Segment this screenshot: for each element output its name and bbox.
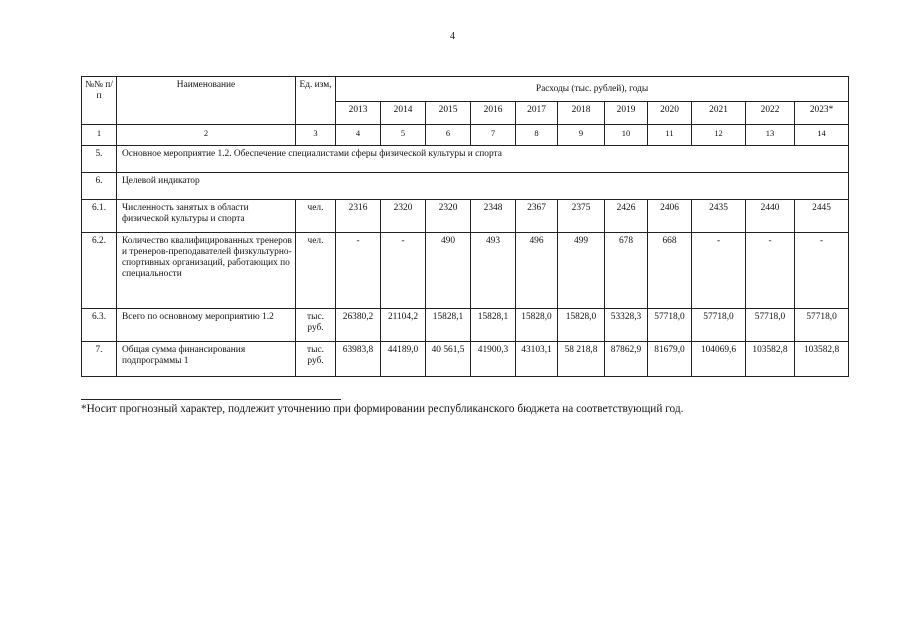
value-cell: 87862,9: [605, 342, 648, 377]
row-number: 6.: [82, 173, 117, 200]
header-expenses: Расходы (тыс. рублей), годы: [336, 77, 849, 102]
col-number: 7: [471, 125, 516, 146]
row-name: Количество квалифицированных тренеров и тренеров-преподавателей физкультурно-спортивных организаций, работающих по специальности: [117, 233, 296, 309]
year-cell: 2013: [336, 102, 381, 125]
row-unit: чел.: [296, 200, 336, 233]
col-number: 5: [381, 125, 426, 146]
header-name: Наименование: [117, 77, 296, 125]
footnote-divider: [81, 399, 341, 400]
page-number: 4: [450, 31, 455, 42]
header-num: №№ п/п: [82, 77, 117, 125]
col-number: 14: [795, 125, 849, 146]
table-row: [82, 200, 849, 233]
value-cell: 2406: [648, 200, 692, 233]
value-cell: 678: [605, 233, 648, 309]
value-cell: 40 561,5: [426, 342, 471, 377]
row-unit: тыс. руб.: [296, 342, 336, 377]
value-cell: 668: [648, 233, 692, 309]
value-cell: -: [692, 233, 746, 309]
value-cell: 499: [558, 233, 605, 309]
budget-table: [81, 76, 849, 377]
row-unit: тыс. руб.: [296, 309, 336, 342]
col-number: 10: [605, 125, 648, 146]
value-cell: 103582,8: [746, 342, 795, 377]
row-name: Общая сумма финансирования подпрограммы 1: [117, 342, 296, 377]
col-number: 8: [516, 125, 558, 146]
value-cell: 15828,0: [516, 309, 558, 342]
row-number: 6.2.: [82, 233, 117, 309]
table-row: [82, 173, 849, 200]
section-title: Основное мероприятие 1.2. Обеспечение специалистами сферы физической культуры и спорта: [117, 146, 849, 173]
value-cell: 104069,6: [692, 342, 746, 377]
value-cell: 2435: [692, 200, 746, 233]
value-cell: 2375: [558, 200, 605, 233]
value-cell: 2316: [336, 200, 381, 233]
value-cell: 2440: [746, 200, 795, 233]
value-cell: 26380,2: [336, 309, 381, 342]
value-cell: 15828,0: [558, 309, 605, 342]
col-number: 13: [746, 125, 795, 146]
table-row: [82, 233, 849, 309]
value-cell: 15828,1: [471, 309, 516, 342]
year-cell: 2020: [648, 102, 692, 125]
row-name: Всего по основному мероприятию 1.2: [117, 309, 296, 342]
value-cell: 41900,3: [471, 342, 516, 377]
value-cell: 493: [471, 233, 516, 309]
column-numbers-row: [82, 125, 849, 146]
table-row: [82, 146, 849, 173]
value-cell: 81679,0: [648, 342, 692, 377]
value-cell: 2426: [605, 200, 648, 233]
year-cell: 2019: [605, 102, 648, 125]
value-cell: 490: [426, 233, 471, 309]
col-number: 9: [558, 125, 605, 146]
year-cell: 2022: [746, 102, 795, 125]
section-title: Целевой индикатор: [117, 173, 849, 200]
row-number: 5.: [82, 146, 117, 173]
year-cell: 2015: [426, 102, 471, 125]
value-cell: 58 218,8: [558, 342, 605, 377]
value-cell: 496: [516, 233, 558, 309]
value-cell: 103582,8: [795, 342, 849, 377]
value-cell: 57718,0: [692, 309, 746, 342]
col-number: 11: [648, 125, 692, 146]
value-cell: 2348: [471, 200, 516, 233]
value-cell: -: [336, 233, 381, 309]
col-number: 12: [692, 125, 746, 146]
col-number: 1: [82, 125, 117, 146]
row-number: 7.: [82, 342, 117, 377]
col-number: 4: [336, 125, 381, 146]
value-cell: -: [746, 233, 795, 309]
value-cell: 21104,2: [381, 309, 426, 342]
value-cell: 44189,0: [381, 342, 426, 377]
year-cell: 2018: [558, 102, 605, 125]
col-number: 2: [117, 125, 296, 146]
header-row: [82, 77, 849, 102]
col-number: 3: [296, 125, 336, 146]
col-number: 6: [426, 125, 471, 146]
value-cell: -: [381, 233, 426, 309]
value-cell: 53328,3: [605, 309, 648, 342]
row-number: 6.3.: [82, 309, 117, 342]
value-cell: -: [795, 233, 849, 309]
year-cell: 2017: [516, 102, 558, 125]
value-cell: 2320: [426, 200, 471, 233]
footnote: *Носит прогнозный характер, подлежит уточнению при формировании республиканского бюджета на соответствующий год.: [81, 403, 684, 415]
row-name: Численность занятых в области физической культуры и спорта: [117, 200, 296, 233]
year-cell: 2023*: [795, 102, 849, 125]
value-cell: 2367: [516, 200, 558, 233]
header-unit: Ед. изм,: [296, 77, 336, 125]
year-cell: 2016: [471, 102, 516, 125]
value-cell: 2320: [381, 200, 426, 233]
value-cell: 57718,0: [746, 309, 795, 342]
value-cell: 57718,0: [795, 309, 849, 342]
value-cell: 2445: [795, 200, 849, 233]
year-cell: 2014: [381, 102, 426, 125]
row-unit: чел.: [296, 233, 336, 309]
table-row: [82, 309, 849, 342]
value-cell: 15828,1: [426, 309, 471, 342]
year-cell: 2021: [692, 102, 746, 125]
row-number: 6.1.: [82, 200, 117, 233]
value-cell: 63983,8: [336, 342, 381, 377]
value-cell: 43103,1: [516, 342, 558, 377]
table-row: [82, 342, 849, 377]
value-cell: 57718,0: [648, 309, 692, 342]
